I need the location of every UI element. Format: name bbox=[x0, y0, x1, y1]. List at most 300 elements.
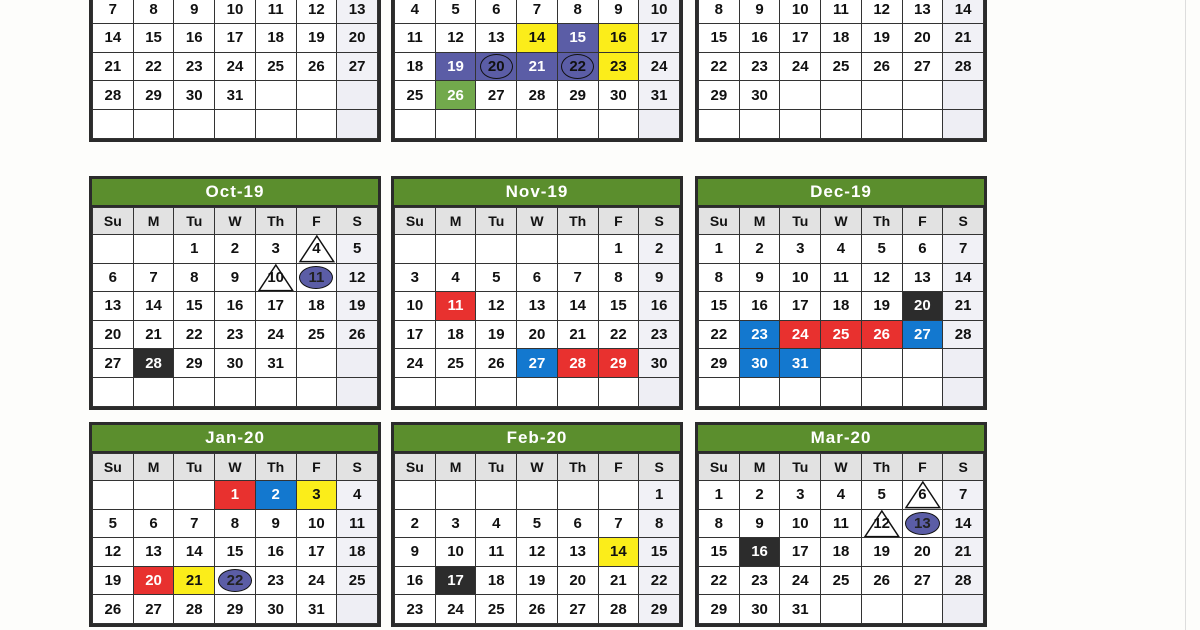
weekday-label: M bbox=[133, 208, 174, 235]
week-row bbox=[93, 24, 378, 53]
week-row bbox=[699, 292, 984, 321]
day-cell bbox=[435, 377, 476, 406]
day-cell: 17 bbox=[215, 24, 256, 53]
month-oct bbox=[89, 176, 381, 410]
day-cell: 18 bbox=[435, 320, 476, 349]
day-cell bbox=[296, 349, 337, 378]
day-cell: 17 bbox=[639, 24, 680, 53]
weekday-label: Su bbox=[699, 454, 740, 481]
day-cell: 29 bbox=[133, 81, 174, 110]
day-cell: 30 bbox=[739, 349, 780, 378]
day-cell: 7 bbox=[598, 509, 639, 538]
day-cell: 23 bbox=[255, 566, 296, 595]
day-cell: 10 bbox=[780, 0, 821, 24]
day-cell: 14 bbox=[943, 509, 984, 538]
day-cell: 18 bbox=[821, 538, 862, 567]
month-feb bbox=[391, 422, 683, 627]
day-cell: 20 bbox=[902, 538, 943, 567]
week-row bbox=[699, 24, 984, 53]
week-row bbox=[395, 566, 680, 595]
weekday-label: S bbox=[943, 454, 984, 481]
week-row bbox=[93, 292, 378, 321]
week-row bbox=[699, 0, 984, 24]
day-cell: 7 bbox=[133, 263, 174, 292]
weekday-label: W bbox=[517, 454, 558, 481]
day-cell: 21 bbox=[943, 538, 984, 567]
day-cell bbox=[296, 81, 337, 110]
day-cell: 27 bbox=[476, 81, 517, 110]
day-cell: 15 bbox=[639, 538, 680, 567]
day-cell: 24 bbox=[780, 52, 821, 81]
week-row bbox=[93, 235, 378, 264]
day-cell bbox=[739, 109, 780, 138]
weekday-label: W bbox=[821, 208, 862, 235]
day-cell: 30 bbox=[639, 349, 680, 378]
month-grid bbox=[698, 0, 984, 139]
day-cell: 18 bbox=[395, 52, 436, 81]
day-cell bbox=[780, 109, 821, 138]
weekday-label: Tu bbox=[780, 454, 821, 481]
day-cell bbox=[435, 109, 476, 138]
day-cell: 3 bbox=[395, 263, 436, 292]
day-cell: 5 bbox=[861, 235, 902, 264]
day-cell: 16 bbox=[739, 24, 780, 53]
day-cell: 9 bbox=[255, 509, 296, 538]
month-aug bbox=[391, 0, 683, 142]
day-cell: 9 bbox=[739, 263, 780, 292]
day-cell: 8 bbox=[215, 509, 256, 538]
weekday-label: Su bbox=[93, 208, 134, 235]
day-cell: 27 bbox=[902, 566, 943, 595]
day-cell bbox=[93, 377, 134, 406]
day-cell: 26 bbox=[337, 320, 378, 349]
day-cell bbox=[93, 481, 134, 510]
day-cell: 29 bbox=[215, 595, 256, 624]
day-cell: 25 bbox=[821, 52, 862, 81]
day-cell: 28 bbox=[174, 595, 215, 624]
day-cell: 28 bbox=[943, 320, 984, 349]
day-cell: 27 bbox=[517, 349, 558, 378]
day-cell bbox=[476, 377, 517, 406]
day-cell: 2 bbox=[739, 235, 780, 264]
weekday-header-row bbox=[699, 208, 984, 235]
day-cell: 19 bbox=[861, 24, 902, 53]
day-cell: 9 bbox=[174, 0, 215, 24]
day-cell: 23 bbox=[739, 566, 780, 595]
weekday-label: M bbox=[739, 208, 780, 235]
day-cell bbox=[337, 595, 378, 624]
day-cell: 1 bbox=[174, 235, 215, 264]
day-cell bbox=[739, 377, 780, 406]
month-grid bbox=[92, 453, 378, 624]
weekday-label: M bbox=[435, 454, 476, 481]
month-grid bbox=[92, 0, 378, 139]
day-cell: 17 bbox=[780, 24, 821, 53]
week-row bbox=[395, 52, 680, 81]
day-cell: 9 bbox=[739, 509, 780, 538]
day-cell bbox=[557, 235, 598, 264]
day-cell: 11 bbox=[435, 292, 476, 321]
day-cell: 13 bbox=[517, 292, 558, 321]
day-cell bbox=[337, 377, 378, 406]
day-cell bbox=[943, 377, 984, 406]
day-cell: 6 bbox=[902, 235, 943, 264]
day-cell bbox=[435, 235, 476, 264]
day-cell: 4 bbox=[821, 481, 862, 510]
circled-day-number: 13 bbox=[905, 512, 940, 535]
day-cell: 31 bbox=[780, 349, 821, 378]
day-cell bbox=[133, 109, 174, 138]
day-cell: 15 bbox=[215, 538, 256, 567]
day-cell: 9 bbox=[215, 263, 256, 292]
weekday-label: Th bbox=[557, 454, 598, 481]
weekday-label: Su bbox=[93, 454, 134, 481]
day-cell: 7 bbox=[943, 235, 984, 264]
weekday-label: Tu bbox=[780, 208, 821, 235]
day-cell bbox=[821, 109, 862, 138]
day-cell: 9 bbox=[598, 0, 639, 24]
day-cell: 21 bbox=[133, 320, 174, 349]
month-title: Nov-19 bbox=[394, 179, 680, 207]
day-cell: 21 bbox=[943, 24, 984, 53]
day-cell: 11 bbox=[821, 263, 862, 292]
day-cell: 14 bbox=[943, 263, 984, 292]
day-cell: 2 bbox=[215, 235, 256, 264]
month-grid bbox=[92, 207, 378, 407]
day-cell: 6 bbox=[557, 509, 598, 538]
day-cell bbox=[517, 109, 558, 138]
day-cell: 29 bbox=[699, 595, 740, 624]
day-cell: 7 bbox=[517, 0, 558, 24]
day-cell bbox=[780, 377, 821, 406]
day-cell: 21 bbox=[598, 566, 639, 595]
day-cell: 24 bbox=[780, 566, 821, 595]
month-mar bbox=[695, 422, 987, 627]
week-row bbox=[395, 509, 680, 538]
day-cell: 22 bbox=[598, 320, 639, 349]
day-cell: 11 bbox=[821, 0, 862, 24]
day-cell: 11 bbox=[821, 509, 862, 538]
page-edge-line bbox=[1185, 0, 1186, 630]
week-row bbox=[699, 538, 984, 567]
day-cell bbox=[476, 109, 517, 138]
week-row bbox=[93, 538, 378, 567]
day-cell: 19 bbox=[476, 320, 517, 349]
weekday-header-row bbox=[395, 454, 680, 481]
day-cell: 4 bbox=[395, 0, 436, 24]
month-sep bbox=[695, 0, 987, 142]
day-cell: 17 bbox=[296, 538, 337, 567]
circled-day-number: 11 bbox=[299, 266, 333, 289]
day-cell: 11 bbox=[395, 24, 436, 53]
day-cell: 28 bbox=[133, 349, 174, 378]
day-cell bbox=[93, 109, 134, 138]
day-cell: 28 bbox=[93, 81, 134, 110]
week-row bbox=[395, 320, 680, 349]
day-cell: 20 bbox=[902, 292, 943, 321]
day-cell: 24 bbox=[215, 52, 256, 81]
day-cell: 31 bbox=[215, 81, 256, 110]
day-cell bbox=[517, 377, 558, 406]
week-row bbox=[699, 81, 984, 110]
day-cell: 5 bbox=[93, 509, 134, 538]
day-cell bbox=[943, 349, 984, 378]
day-cell: 30 bbox=[215, 349, 256, 378]
month-grid bbox=[394, 453, 680, 624]
day-cell: 21 bbox=[517, 52, 558, 81]
day-cell bbox=[821, 595, 862, 624]
day-cell bbox=[861, 109, 902, 138]
day-cell bbox=[557, 377, 598, 406]
day-cell: 3 bbox=[780, 481, 821, 510]
day-cell: 12 bbox=[435, 24, 476, 53]
day-cell: 12 bbox=[476, 292, 517, 321]
day-cell: 14 bbox=[133, 292, 174, 321]
day-cell: 26 bbox=[93, 595, 134, 624]
day-cell: 16 bbox=[395, 566, 436, 595]
day-cell: 21 bbox=[943, 292, 984, 321]
day-cell: 9 bbox=[739, 0, 780, 24]
circled-day-number: 20 bbox=[480, 54, 513, 79]
day-cell: 24 bbox=[296, 566, 337, 595]
week-row bbox=[699, 109, 984, 138]
day-cell: 22 bbox=[133, 52, 174, 81]
day-cell bbox=[598, 481, 639, 510]
week-row bbox=[699, 52, 984, 81]
day-cell bbox=[780, 81, 821, 110]
month-grid bbox=[698, 453, 984, 624]
month-dec bbox=[695, 176, 987, 410]
day-cell bbox=[861, 81, 902, 110]
day-cell: 30 bbox=[739, 595, 780, 624]
day-cell: 25 bbox=[476, 595, 517, 624]
day-cell bbox=[395, 235, 436, 264]
week-row bbox=[395, 349, 680, 378]
day-cell bbox=[215, 566, 256, 595]
day-cell: 15 bbox=[557, 24, 598, 53]
week-row bbox=[395, 538, 680, 567]
day-cell: 26 bbox=[861, 320, 902, 349]
month-grid bbox=[698, 207, 984, 407]
day-cell bbox=[902, 481, 943, 510]
week-row bbox=[93, 81, 378, 110]
day-cell: 27 bbox=[902, 52, 943, 81]
day-cell: 13 bbox=[133, 538, 174, 567]
day-cell: 8 bbox=[699, 0, 740, 24]
month-title: Feb-20 bbox=[394, 425, 680, 453]
day-cell: 12 bbox=[337, 263, 378, 292]
day-cell: 24 bbox=[395, 349, 436, 378]
day-cell: 30 bbox=[739, 81, 780, 110]
day-cell: 4 bbox=[337, 481, 378, 510]
day-cell: 10 bbox=[780, 509, 821, 538]
day-cell: 2 bbox=[739, 481, 780, 510]
day-number: 10 bbox=[267, 268, 284, 286]
month-title: Mar-20 bbox=[698, 425, 984, 453]
day-cell: 14 bbox=[943, 0, 984, 24]
day-cell: 5 bbox=[337, 235, 378, 264]
week-row bbox=[93, 481, 378, 510]
day-cell bbox=[517, 481, 558, 510]
day-cell: 10 bbox=[639, 0, 680, 24]
day-cell bbox=[337, 349, 378, 378]
weekday-label: W bbox=[517, 208, 558, 235]
day-cell: 8 bbox=[174, 263, 215, 292]
day-cell bbox=[255, 81, 296, 110]
month-title: Oct-19 bbox=[92, 179, 378, 207]
day-cell bbox=[902, 509, 943, 538]
day-cell: 12 bbox=[861, 0, 902, 24]
month-nov bbox=[391, 176, 683, 410]
day-cell: 10 bbox=[215, 0, 256, 24]
day-cell: 13 bbox=[476, 24, 517, 53]
day-cell: 25 bbox=[337, 566, 378, 595]
weekday-label: Su bbox=[395, 208, 436, 235]
day-cell: 19 bbox=[93, 566, 134, 595]
day-cell: 15 bbox=[699, 292, 740, 321]
day-cell: 7 bbox=[557, 263, 598, 292]
day-cell bbox=[255, 109, 296, 138]
day-cell: 24 bbox=[435, 595, 476, 624]
day-cell: 11 bbox=[476, 538, 517, 567]
week-row bbox=[699, 263, 984, 292]
circled-day-number: 22 bbox=[218, 569, 253, 592]
day-cell: 30 bbox=[255, 595, 296, 624]
day-cell: 22 bbox=[639, 566, 680, 595]
day-cell: 16 bbox=[215, 292, 256, 321]
week-row bbox=[395, 481, 680, 510]
week-row bbox=[93, 377, 378, 406]
day-cell: 4 bbox=[476, 509, 517, 538]
day-cell: 8 bbox=[133, 0, 174, 24]
week-row bbox=[395, 24, 680, 53]
circled-day-number: 22 bbox=[561, 54, 594, 79]
day-cell: 12 bbox=[517, 538, 558, 567]
day-cell: 27 bbox=[337, 52, 378, 81]
week-row bbox=[395, 263, 680, 292]
day-cell bbox=[174, 109, 215, 138]
day-cell bbox=[476, 235, 517, 264]
week-row bbox=[395, 595, 680, 624]
day-cell bbox=[821, 81, 862, 110]
day-cell bbox=[598, 377, 639, 406]
day-cell: 6 bbox=[517, 263, 558, 292]
day-cell: 23 bbox=[215, 320, 256, 349]
day-cell: 29 bbox=[699, 81, 740, 110]
day-cell: 3 bbox=[255, 235, 296, 264]
week-row bbox=[699, 377, 984, 406]
week-row bbox=[93, 595, 378, 624]
week-row bbox=[93, 109, 378, 138]
day-cell: 17 bbox=[780, 292, 821, 321]
day-cell: 26 bbox=[861, 566, 902, 595]
day-cell: 26 bbox=[517, 595, 558, 624]
day-cell: 21 bbox=[174, 566, 215, 595]
day-cell: 20 bbox=[337, 24, 378, 53]
day-cell: 15 bbox=[598, 292, 639, 321]
week-row bbox=[699, 509, 984, 538]
week-row bbox=[93, 263, 378, 292]
day-cell: 20 bbox=[93, 320, 134, 349]
day-cell: 31 bbox=[255, 349, 296, 378]
day-cell: 3 bbox=[296, 481, 337, 510]
day-cell: 29 bbox=[174, 349, 215, 378]
day-cell: 3 bbox=[780, 235, 821, 264]
day-cell: 15 bbox=[699, 538, 740, 567]
weekday-label: Th bbox=[861, 454, 902, 481]
day-cell bbox=[821, 377, 862, 406]
weekday-label: Su bbox=[699, 208, 740, 235]
day-cell: 28 bbox=[598, 595, 639, 624]
weekday-label: F bbox=[296, 208, 337, 235]
day-cell bbox=[174, 481, 215, 510]
month-grid bbox=[394, 0, 680, 139]
day-cell: 22 bbox=[699, 52, 740, 81]
week-row bbox=[93, 566, 378, 595]
day-cell: 27 bbox=[133, 595, 174, 624]
day-cell: 3 bbox=[435, 509, 476, 538]
day-cell: 10 bbox=[780, 263, 821, 292]
day-cell: 21 bbox=[557, 320, 598, 349]
day-cell bbox=[902, 595, 943, 624]
day-cell: 14 bbox=[174, 538, 215, 567]
day-cell: 1 bbox=[215, 481, 256, 510]
day-cell: 25 bbox=[435, 349, 476, 378]
day-cell: 20 bbox=[133, 566, 174, 595]
weekday-label: F bbox=[296, 454, 337, 481]
weekday-label: S bbox=[639, 208, 680, 235]
week-row bbox=[395, 292, 680, 321]
day-cell bbox=[435, 481, 476, 510]
day-cell bbox=[93, 235, 134, 264]
day-cell: 2 bbox=[639, 235, 680, 264]
day-cell bbox=[943, 81, 984, 110]
day-number: 12 bbox=[873, 514, 890, 532]
day-cell: 26 bbox=[435, 81, 476, 110]
weekday-label: Th bbox=[255, 208, 296, 235]
day-cell bbox=[133, 377, 174, 406]
day-cell: 30 bbox=[598, 81, 639, 110]
day-cell bbox=[215, 377, 256, 406]
day-cell bbox=[395, 481, 436, 510]
day-cell: 23 bbox=[598, 52, 639, 81]
weekday-label: Tu bbox=[476, 208, 517, 235]
month-grid bbox=[394, 207, 680, 407]
day-cell bbox=[639, 109, 680, 138]
day-cell bbox=[133, 481, 174, 510]
day-cell: 26 bbox=[476, 349, 517, 378]
day-cell: 29 bbox=[557, 81, 598, 110]
weekday-label: F bbox=[902, 208, 943, 235]
day-cell: 28 bbox=[943, 566, 984, 595]
day-cell: 14 bbox=[598, 538, 639, 567]
day-cell bbox=[395, 109, 436, 138]
day-cell: 16 bbox=[739, 538, 780, 567]
day-cell: 12 bbox=[93, 538, 134, 567]
day-cell: 27 bbox=[557, 595, 598, 624]
day-cell: 6 bbox=[476, 0, 517, 24]
weekday-label: W bbox=[821, 454, 862, 481]
weekday-label: Th bbox=[255, 454, 296, 481]
day-cell: 24 bbox=[255, 320, 296, 349]
day-cell: 28 bbox=[557, 349, 598, 378]
day-cell bbox=[337, 81, 378, 110]
day-cell: 8 bbox=[598, 263, 639, 292]
day-cell bbox=[215, 109, 256, 138]
day-number: 4 bbox=[312, 240, 321, 258]
weekday-label: F bbox=[902, 454, 943, 481]
week-row bbox=[699, 595, 984, 624]
